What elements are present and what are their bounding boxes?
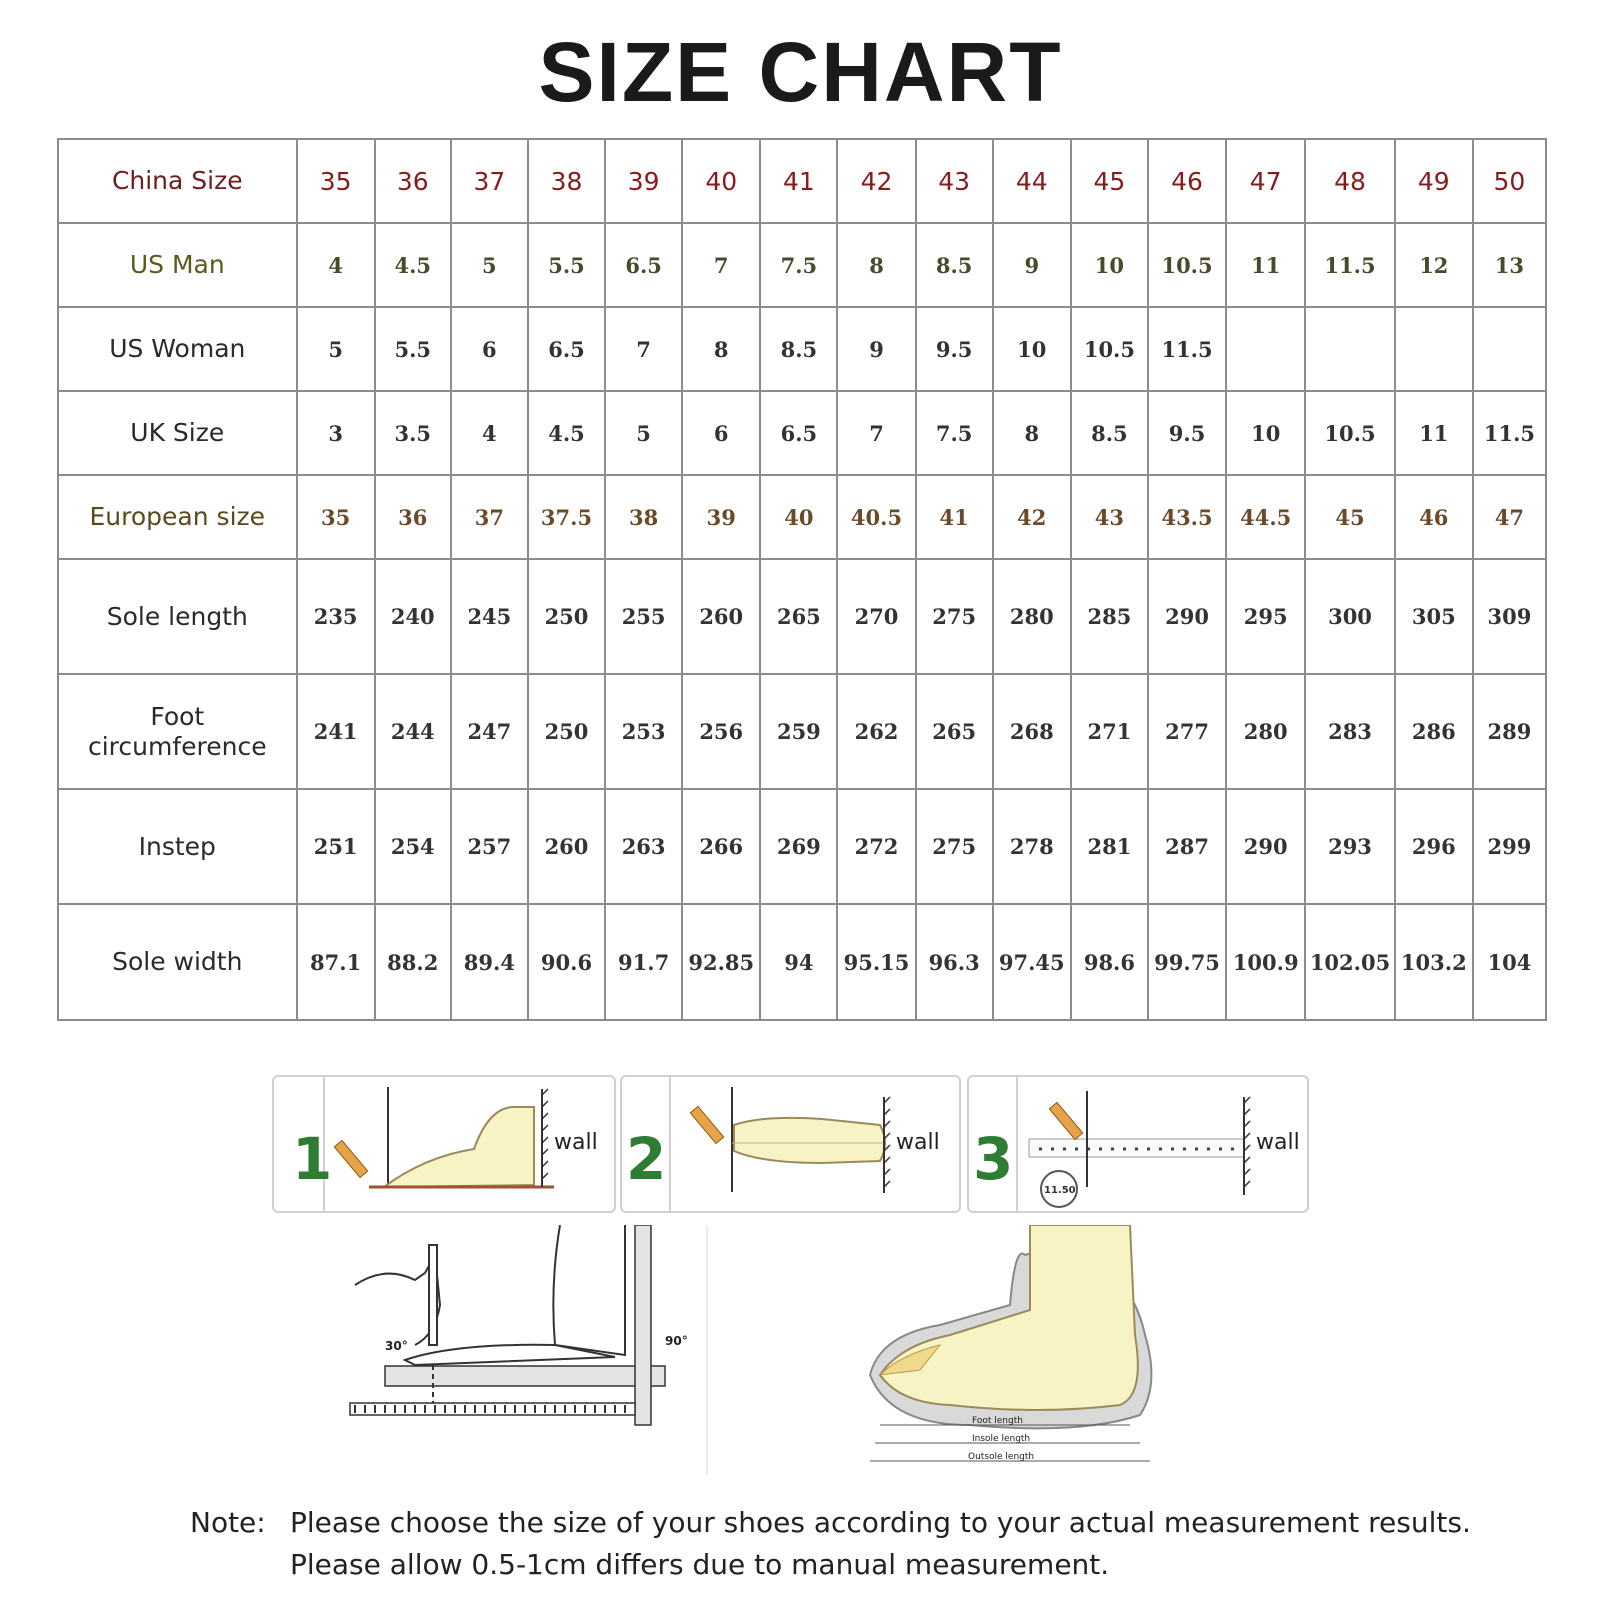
row-label: US Man [58, 223, 297, 307]
page-title: SIZE CHART [538, 25, 1063, 119]
table-cell: 88.2 [375, 904, 451, 1020]
table-cell: 251 [297, 789, 375, 904]
table-cell: 37 [451, 139, 528, 223]
table-cell: 38 [605, 475, 682, 559]
table-cell: 9 [993, 223, 1071, 307]
wall-label: wall [1256, 1130, 1300, 1155]
table-cell: 6 [682, 391, 760, 475]
table-cell: 257 [451, 789, 528, 904]
table-cell: 269 [760, 789, 837, 904]
table-cell: 8 [682, 307, 760, 391]
table-cell: 42 [837, 139, 915, 223]
table-cell: 6 [451, 307, 528, 391]
table-cell: 87.1 [297, 904, 375, 1020]
table-cell: 103.2 [1395, 904, 1473, 1020]
table-cell: 280 [1226, 674, 1305, 789]
table-cell: 8 [993, 391, 1071, 475]
table-cell: 6.5 [605, 223, 682, 307]
table-cell: 36 [375, 475, 451, 559]
size-chart-table [57, 138, 1547, 1021]
step-number: 3 [973, 1125, 1014, 1193]
table-cell: 5 [297, 307, 375, 391]
table-cell: 296 [1395, 789, 1473, 904]
note [190, 1502, 1471, 1586]
table-cell: 7.5 [916, 391, 993, 475]
row-label: China Size [58, 139, 297, 223]
table-cell: 8.5 [760, 307, 837, 391]
table-cell: 46 [1395, 475, 1473, 559]
insole-length-label: Insole length [972, 1434, 1031, 1444]
row-label: Sole length [58, 559, 297, 674]
table-cell: 277 [1148, 674, 1226, 789]
table-cell: 38 [528, 139, 605, 223]
table-cell: 94 [760, 904, 837, 1020]
table-cell: 11 [1395, 391, 1473, 475]
ruler [350, 1403, 635, 1415]
table-cell: 44 [993, 139, 1071, 223]
table-cell: 5.5 [528, 223, 605, 307]
table-cell: 3.5 [375, 391, 451, 475]
table-cell: 40 [682, 139, 760, 223]
table-row [58, 307, 1546, 391]
table-cell: 260 [528, 789, 605, 904]
pencil-icon [1049, 1102, 1082, 1139]
table-cell: 37.5 [528, 475, 605, 559]
table-cell: 43.5 [1148, 475, 1226, 559]
wall-board [635, 1225, 651, 1425]
table-cell: 11.5 [1305, 223, 1394, 307]
table-cell: 95.15 [837, 904, 915, 1020]
pencil-icon [334, 1140, 367, 1177]
table-cell: 250 [528, 559, 605, 674]
table-cell: 39 [682, 475, 760, 559]
table-cell: 10 [1071, 223, 1148, 307]
table-cell: 9.5 [916, 307, 993, 391]
foot-measure-diagram [345, 1225, 715, 1475]
row-label: Instep [58, 789, 297, 904]
table-cell: 41 [760, 139, 837, 223]
table-cell: 92.85 [682, 904, 760, 1020]
table-cell: 37 [451, 475, 528, 559]
step-2-illustration [622, 1077, 959, 1211]
table-cell: 102.05 [1305, 904, 1394, 1020]
table-cell: 10.5 [1148, 223, 1226, 307]
table-cell: 289 [1473, 674, 1546, 789]
table-cell: 97.45 [993, 904, 1071, 1020]
table-cell: 5 [451, 223, 528, 307]
step-3-illustration [969, 1077, 1307, 1211]
table-row [58, 789, 1546, 904]
table-cell: 305 [1395, 559, 1473, 674]
table-cell: 255 [605, 559, 682, 674]
table-cell: 293 [1305, 789, 1394, 904]
note-label: Note: [190, 1506, 266, 1539]
table-cell: 4.5 [375, 223, 451, 307]
table-cell: 104 [1473, 904, 1546, 1020]
table-cell: 47 [1226, 139, 1305, 223]
table-cell: 268 [993, 674, 1071, 789]
step-number: 2 [626, 1125, 667, 1193]
ruler-reading: 11.50 [1044, 1185, 1076, 1196]
table-cell: 5.5 [375, 307, 451, 391]
table-cell: 35 [297, 475, 375, 559]
table-cell: 41 [916, 475, 993, 559]
table-cell: 271 [1071, 674, 1148, 789]
table-cell: 287 [1148, 789, 1226, 904]
note-line-2: Please allow 0.5-1cm differs due to manual measurement. [290, 1548, 1110, 1581]
table-row [58, 391, 1546, 475]
table-cell: 299 [1473, 789, 1546, 904]
step-1-illustration [274, 1077, 614, 1211]
table-cell: 8.5 [916, 223, 993, 307]
table-cell: 42 [993, 475, 1071, 559]
table-row [58, 904, 1546, 1020]
table-cell: 9 [837, 307, 915, 391]
table-cell: 6.5 [760, 391, 837, 475]
table-cell: 7 [837, 391, 915, 475]
pencil-icon [690, 1106, 723, 1143]
table-cell: 244 [375, 674, 451, 789]
step-2-panel [620, 1075, 961, 1213]
table-cell [1473, 307, 1546, 391]
table-cell: 10.5 [1305, 391, 1394, 475]
table-cell: 50 [1473, 139, 1546, 223]
table-cell: 290 [1226, 789, 1305, 904]
table-cell: 36 [375, 139, 451, 223]
table-cell: 40 [760, 475, 837, 559]
table-cell: 40.5 [837, 475, 915, 559]
table-cell: 47 [1473, 475, 1546, 559]
table-cell: 275 [916, 789, 993, 904]
table-cell: 89.4 [451, 904, 528, 1020]
table-cell: 11 [1226, 223, 1305, 307]
table-row [58, 475, 1546, 559]
table-cell: 11.5 [1148, 307, 1226, 391]
table-cell: 43 [1071, 475, 1148, 559]
table-cell: 300 [1305, 559, 1394, 674]
table-cell: 265 [760, 559, 837, 674]
table-cell: 247 [451, 674, 528, 789]
table-cell: 272 [837, 789, 915, 904]
table-cell: 48 [1305, 139, 1394, 223]
table-cell: 259 [760, 674, 837, 789]
table-cell: 256 [682, 674, 760, 789]
table-cell: 286 [1395, 674, 1473, 789]
table-cell: 241 [297, 674, 375, 789]
table-cell: 11.5 [1473, 391, 1546, 475]
step-1-panel [272, 1075, 616, 1213]
table-cell: 9.5 [1148, 391, 1226, 475]
foot-length-label: Foot length [972, 1416, 1023, 1426]
table-cell: 45 [1305, 475, 1394, 559]
outsole-length-label: Outsole length [968, 1452, 1035, 1462]
wall-label: wall [896, 1130, 940, 1155]
table-cell: 278 [993, 789, 1071, 904]
hand-icon [355, 1255, 440, 1345]
table-cell: 44.5 [1226, 475, 1305, 559]
table-cell: 96.3 [916, 904, 993, 1020]
table-cell: 6.5 [528, 307, 605, 391]
table-cell: 8 [837, 223, 915, 307]
table-cell: 43 [916, 139, 993, 223]
table-cell: 260 [682, 559, 760, 674]
table-cell: 280 [993, 559, 1071, 674]
table-row [58, 139, 1546, 223]
table-cell: 10 [1226, 391, 1305, 475]
table-cell: 35 [297, 139, 375, 223]
table-cell: 39 [605, 139, 682, 223]
table-cell: 275 [916, 559, 993, 674]
table-cell: 8.5 [1071, 391, 1148, 475]
table-cell: 45 [1071, 139, 1148, 223]
table-cell: 262 [837, 674, 915, 789]
note-line-1: Please choose the size of your shoes according to your actual measurement results. [290, 1506, 1471, 1539]
table-cell: 309 [1473, 559, 1546, 674]
table-cell: 245 [451, 559, 528, 674]
table-row [58, 223, 1546, 307]
table-row [58, 674, 1546, 789]
table-cell: 266 [682, 789, 760, 904]
table-cell: 46 [1148, 139, 1226, 223]
table-cell: 240 [375, 559, 451, 674]
table-cell: 100.9 [1226, 904, 1305, 1020]
table-cell: 270 [837, 559, 915, 674]
table-cell [1226, 307, 1305, 391]
row-label: European size [58, 475, 297, 559]
table-cell: 91.7 [605, 904, 682, 1020]
table-cell: 13 [1473, 223, 1546, 307]
table-cell: 263 [605, 789, 682, 904]
step-3-panel [967, 1075, 1309, 1213]
table-cell: 7 [682, 223, 760, 307]
table-cell: 4 [297, 223, 375, 307]
table-cell: 10.5 [1071, 307, 1148, 391]
table-cell: 5 [605, 391, 682, 475]
table-cell: 285 [1071, 559, 1148, 674]
row-label-line: Foot [150, 701, 205, 731]
row-label: UK Size [58, 391, 297, 475]
table-cell: 253 [605, 674, 682, 789]
foot-outline [880, 1225, 1138, 1410]
table-cell: 250 [528, 674, 605, 789]
table-cell: 90.6 [528, 904, 605, 1020]
step-number: 1 [292, 1125, 333, 1193]
row-label: US Woman [58, 307, 297, 391]
row-label [58, 674, 297, 789]
table-cell: 265 [916, 674, 993, 789]
table-cell: 283 [1305, 674, 1394, 789]
table-cell: 98.6 [1071, 904, 1148, 1020]
table-cell [1395, 307, 1473, 391]
row-label: Sole width [58, 904, 297, 1020]
table-cell: 254 [375, 789, 451, 904]
table-cell [1305, 307, 1394, 391]
table-cell: 99.75 [1148, 904, 1226, 1020]
table-cell: 235 [297, 559, 375, 674]
table-cell: 290 [1148, 559, 1226, 674]
pencil-icon [429, 1245, 437, 1345]
table-cell: 10 [993, 307, 1071, 391]
table-cell: 12 [1395, 223, 1473, 307]
foot-outline [405, 1345, 615, 1365]
wall-label: wall [554, 1130, 598, 1155]
table-cell: 281 [1071, 789, 1148, 904]
table-cell: 4 [451, 391, 528, 475]
row-label-line: circumference [87, 731, 267, 761]
angle-label: 90° [665, 1334, 688, 1348]
table-cell: 3 [297, 391, 375, 475]
table-row [58, 559, 1546, 674]
angle-label: 30° [385, 1339, 408, 1353]
table-cell: 7 [605, 307, 682, 391]
shoe-length-diagram [860, 1225, 1180, 1485]
table-cell: 295 [1226, 559, 1305, 674]
table-cell: 49 [1395, 139, 1473, 223]
table-cell: 4.5 [528, 391, 605, 475]
table-cell: 7.5 [760, 223, 837, 307]
